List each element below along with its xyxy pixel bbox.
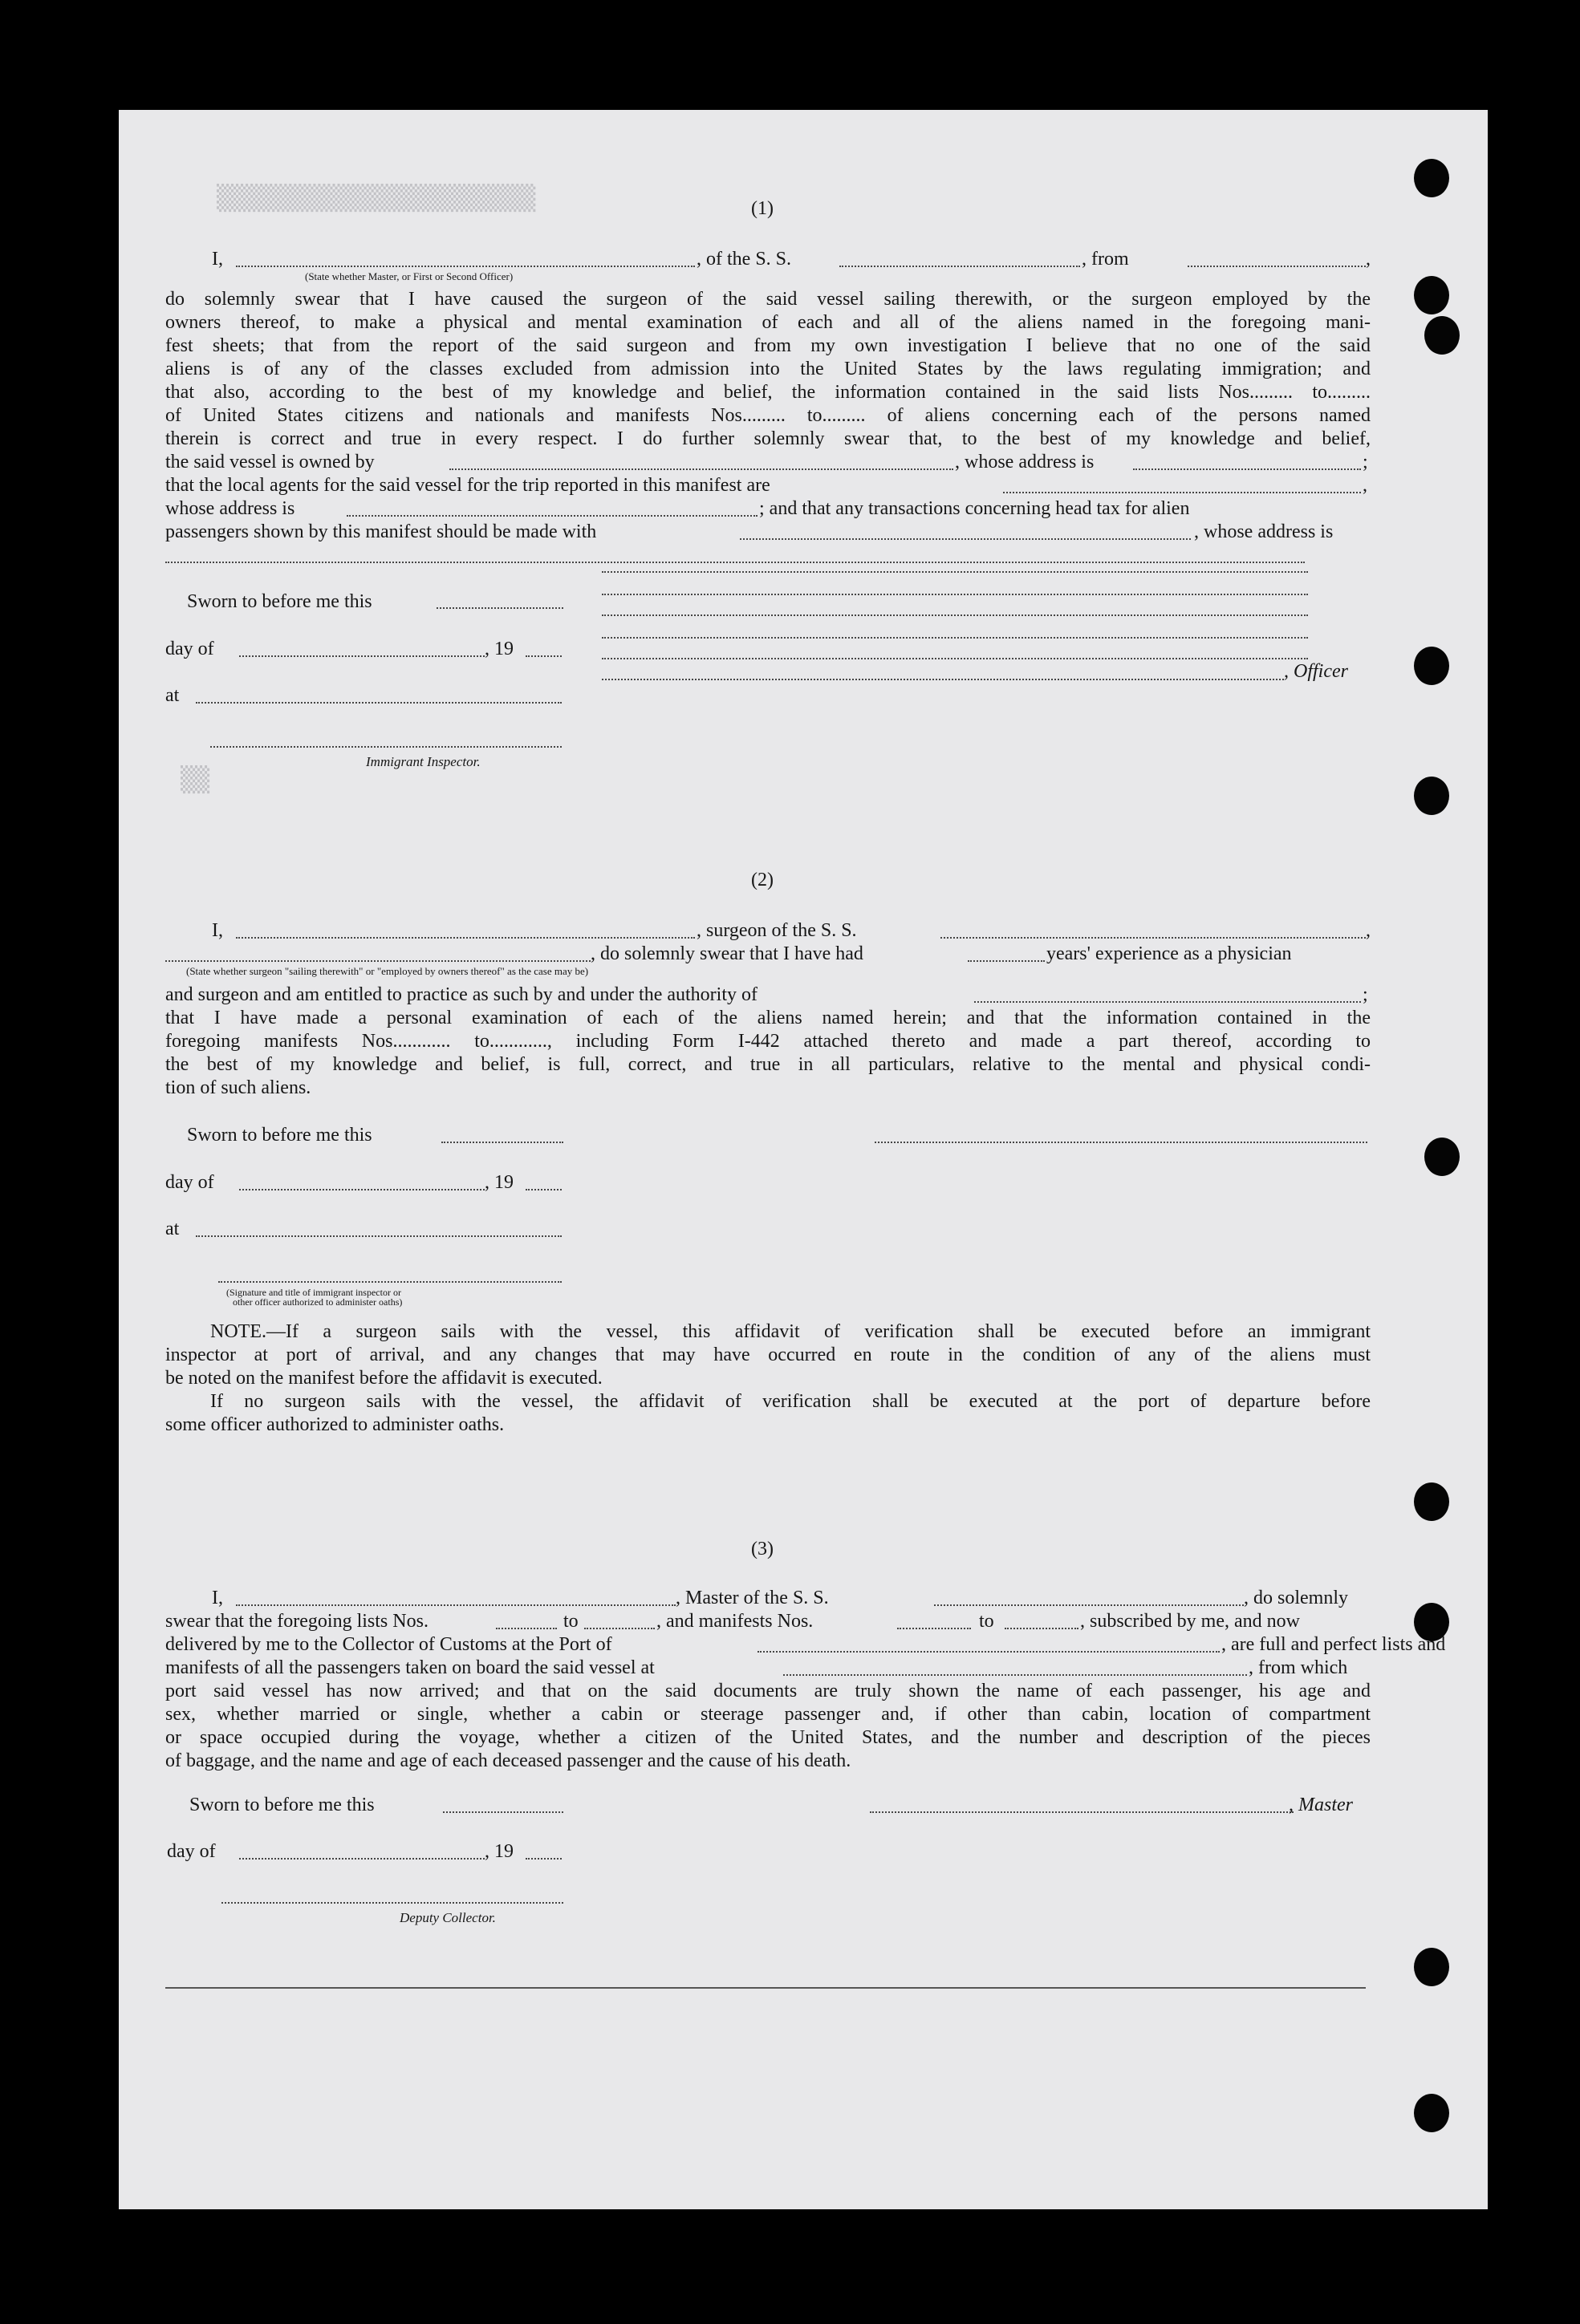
- agents-line: [165, 474, 1371, 497]
- oath-text: , do solemnly: [1244, 1588, 1348, 1608]
- oath-paragraph-line: or space occupied during the voyage, whether a citizen of the United States, and the number and description of the pieces: [165, 1727, 1371, 1748]
- punch-hole: [1424, 1138, 1460, 1176]
- punch-hole: [1424, 316, 1460, 355]
- oath-text: I,: [212, 920, 223, 941]
- master-line: [212, 1587, 1371, 1609]
- oath-text: , subscribed by me, and now: [1080, 1611, 1300, 1632]
- place-blank[interactable]: [196, 702, 562, 704]
- oath-paragraph-line: that also, according to the best of my knowledge and belief, the information contained in the said lists Nos......... to.........: [165, 382, 1371, 403]
- year-blank[interactable]: [526, 1189, 562, 1190]
- oath-paragraph-line: do solemnly swear that I have caused the surgeon of the said vessel sailing therewith, or the surgeon employed by the: [165, 289, 1371, 310]
- lists-to-blank[interactable]: [584, 1628, 655, 1629]
- punch-hole: [1414, 777, 1449, 815]
- sworn-day-blank[interactable]: [437, 607, 563, 609]
- head-tax-line: [165, 521, 1371, 543]
- oath-text: ,: [1363, 475, 1367, 496]
- oath-text: manifests of all the passengers taken on board the said vessel at: [165, 1657, 655, 1678]
- month-blank[interactable]: [239, 1189, 485, 1190]
- vessel-name-blank[interactable]: [839, 266, 1080, 267]
- experience-line: [165, 943, 1371, 965]
- section-number: (2): [751, 870, 774, 890]
- oath-text: I,: [212, 249, 223, 270]
- embarked-line: [165, 1657, 1371, 1679]
- officer-signature-line[interactable]: [602, 594, 1308, 595]
- surgeon-signature-line[interactable]: [875, 1142, 1367, 1143]
- oath-text: , and manifests Nos.: [656, 1611, 814, 1632]
- punch-hole: [1414, 1948, 1449, 1986]
- deputy-title: Deputy Collector.: [400, 1910, 496, 1925]
- embarkation-port-blank[interactable]: [783, 1674, 1247, 1676]
- day-of-label: day of: [167, 1841, 216, 1862]
- note-line: NOTE.—If a surgeon sails with the vessel, this affidavit of verification shall be executed before an immigrant: [210, 1321, 1371, 1342]
- year-label: , 19: [485, 1841, 514, 1862]
- sworn-label: Sworn to before me this: [187, 1125, 372, 1146]
- oath-paragraph-line: fest sheets; that from the report of the said surgeon and from my own investigation I believe that no one of the said: [165, 335, 1371, 356]
- signature-note: other officer authorized to administer oaths): [233, 1296, 403, 1308]
- master-signature-line[interactable]: [870, 1811, 1294, 1813]
- note-line: be noted on the manifest before the affidavit is executed.: [165, 1368, 603, 1389]
- oath-paragraph-line: sex, whether married or single, whether a cabin or steerage passenger and, if other than cabin, location of compartment: [165, 1704, 1371, 1725]
- oath-text: to: [563, 1611, 579, 1632]
- oath-text: I,: [212, 1588, 223, 1608]
- manifests-to-blank[interactable]: [1005, 1628, 1078, 1629]
- inspector-signature-line[interactable]: [210, 746, 562, 748]
- year-label: , 19: [485, 639, 514, 659]
- owner-address-blank[interactable]: [1133, 468, 1361, 470]
- lists-line: [165, 1610, 1371, 1632]
- section-number: (1): [751, 198, 774, 219]
- at-label: at: [165, 1219, 180, 1239]
- month-blank[interactable]: [239, 1858, 485, 1860]
- year-blank[interactable]: [526, 1858, 562, 1860]
- oath-text: ;: [1363, 452, 1368, 473]
- punch-hole: [1414, 1482, 1449, 1521]
- note-line: If no surgeon sails with the vessel, the affidavit of verification shall be executed at the port of departure before: [210, 1391, 1371, 1412]
- authority-line: [165, 984, 1371, 1006]
- oath-text: and surgeon and am entitled to practice as such by and under the authority of: [165, 984, 758, 1005]
- punch-hole: [1414, 647, 1449, 685]
- bleed-through-mark: ▒▒: [181, 766, 210, 794]
- oath-text: ; and that any transactions concerning head tax for alien: [759, 498, 1190, 519]
- section-number: (3): [751, 1539, 774, 1559]
- manifests-from-blank[interactable]: [897, 1628, 971, 1629]
- oath-paragraph-line: of baggage, and the name and age of each deceased passenger and the cause of his death.: [165, 1750, 851, 1771]
- master-vessel-blank[interactable]: [934, 1604, 1244, 1606]
- inspector-signature-line[interactable]: [218, 1281, 562, 1283]
- field-note: (State whether surgeon "sailing therewith" or "employed by owners thereof" as the case may be): [186, 965, 589, 977]
- departure-port-blank[interactable]: [1188, 266, 1366, 267]
- sworn-day-blank[interactable]: [441, 1142, 563, 1143]
- collector-line: [165, 1633, 1446, 1656]
- local-agents-blank[interactable]: [1003, 492, 1361, 493]
- oath-paragraph-line: tion of such aliens.: [165, 1077, 311, 1098]
- punch-hole: [1414, 2094, 1449, 2132]
- surgeon-name-blank[interactable]: [236, 937, 695, 939]
- punch-hole: [1414, 276, 1449, 314]
- officer-signature-line[interactable]: [602, 658, 1308, 659]
- oath-text: swear that the foregoing lists Nos.: [165, 1611, 429, 1632]
- note-line: some officer authorized to administer oaths.: [165, 1414, 505, 1435]
- bottom-rule: [165, 1987, 1366, 1989]
- oath-text: ;: [1363, 984, 1368, 1005]
- oath-text: , are full and perfect lists and: [1221, 1634, 1446, 1655]
- head-tax-address-blank[interactable]: [165, 562, 1305, 563]
- oath-text: whose address is: [165, 498, 295, 519]
- field-note: (State whether Master, or First or Second Officer): [305, 270, 514, 282]
- oath-text: , from: [1082, 249, 1129, 270]
- signature-note: (Signature and title of immigrant inspector or: [226, 1287, 401, 1298]
- officer-signature-line[interactable]: [602, 637, 1308, 639]
- oath-text: , whose address is: [955, 452, 1095, 473]
- oath-text: ,: [1366, 249, 1371, 270]
- lists-from-blank[interactable]: [496, 1628, 557, 1629]
- oath-text: to: [979, 1611, 994, 1632]
- oath-text: years' experience as a physician: [1046, 943, 1292, 964]
- oath-line: [212, 248, 1371, 270]
- oath-paragraph-line: the best of my knowledge and belief, is full, correct, and true in all particulars, relative to the mental and physical condi-: [165, 1054, 1371, 1075]
- day-of-label: day of: [165, 639, 214, 659]
- owner-line: [165, 451, 1371, 473]
- oath-paragraph-line: aliens is of any of the classes excluded from admission into the United States by the laws regulating immigration; and: [165, 359, 1371, 379]
- month-blank[interactable]: [239, 655, 485, 657]
- officer-name-blank[interactable]: [236, 266, 695, 267]
- oath-text: delivered by me to the Collector of Customs at the Port of: [165, 1634, 612, 1655]
- oath-paragraph-line: foregoing manifests Nos............ to............, including Form I-442 attached thereto and made a part thereof, according to: [165, 1031, 1371, 1052]
- agents-address-blank[interactable]: [347, 515, 758, 517]
- surgeon-vessel-blank[interactable]: [940, 937, 1366, 939]
- surgeon-status-blank[interactable]: [165, 960, 591, 962]
- officer-signature-line[interactable]: [602, 614, 1308, 616]
- sworn-day-blank[interactable]: [443, 1811, 563, 1813]
- place-blank[interactable]: [196, 1235, 562, 1237]
- oath-text: , do solemnly swear that I have had: [591, 943, 863, 964]
- note-line: inspector at port of arrival, and any changes that may have occurred en route in the condition of any of the aliens must: [165, 1345, 1371, 1365]
- year-blank[interactable]: [526, 655, 562, 657]
- oath-paragraph-line: owners thereof, to make a physical and mental examination of each and all of the aliens named in the foregoing mani-: [165, 312, 1371, 333]
- bleed-through-mark: ▒▒▒▒▒▒▒▒▒▒▒▒▒▒▒▒▒▒▒▒▒▒: [217, 185, 536, 213]
- day-of-label: day of: [165, 1172, 214, 1193]
- officer-signature-line[interactable]: [602, 679, 1284, 680]
- years-experience-blank[interactable]: [968, 960, 1045, 962]
- oath-text: , Master of the S. S.: [676, 1588, 829, 1608]
- master-title: , Master: [1289, 1795, 1353, 1815]
- oath-text: that the local agents for the said vessel for the trip reported in this manifest are: [165, 475, 770, 496]
- oath-text: , of the S. S.: [697, 249, 792, 270]
- oath-paragraph-line: port said vessel has now arrived; and that on the said documents are truly shown the name of each passenger, his age and: [165, 1681, 1371, 1701]
- master-name-blank[interactable]: [236, 1604, 676, 1606]
- surgeon-line: [212, 919, 1371, 942]
- oath-text: , whose address is: [1194, 521, 1334, 542]
- owner-blank[interactable]: [449, 468, 953, 470]
- officer-title: , Officer: [1284, 661, 1348, 682]
- deputy-signature-line[interactable]: [221, 1902, 563, 1904]
- oath-paragraph-line: of United States citizens and nationals and manifests Nos......... to......... of aliens concerning each of the persons named: [165, 405, 1371, 426]
- oath-text: , surgeon of the S. S.: [697, 920, 857, 941]
- port-blank[interactable]: [758, 1651, 1220, 1653]
- oath-paragraph-line: therein is correct and true in every respect. I do further solemnly swear that, to the best of my knowledge and belief,: [165, 428, 1371, 449]
- head-tax-contact-blank[interactable]: [740, 538, 1191, 540]
- oath-text: passengers shown by this manifest should be made with: [165, 521, 597, 542]
- oath-text: ,: [1366, 920, 1371, 941]
- inspector-title: Immigrant Inspector.: [366, 754, 481, 769]
- oath-text: , from which: [1249, 1657, 1348, 1678]
- oath-text: the said vessel is owned by: [165, 452, 375, 473]
- at-label: at: [165, 685, 180, 706]
- agents-address-line: [165, 497, 1371, 520]
- authority-blank[interactable]: [974, 1001, 1361, 1003]
- sworn-label: Sworn to before me this: [189, 1795, 375, 1815]
- sworn-label: Sworn to before me this: [187, 591, 372, 612]
- officer-signature-line[interactable]: [602, 571, 1308, 573]
- punch-hole: [1414, 159, 1449, 197]
- oath-paragraph-line: that I have made a personal examination of each of the aliens named herein; and that the information contained in the: [165, 1008, 1371, 1028]
- year-label: , 19: [485, 1172, 514, 1193]
